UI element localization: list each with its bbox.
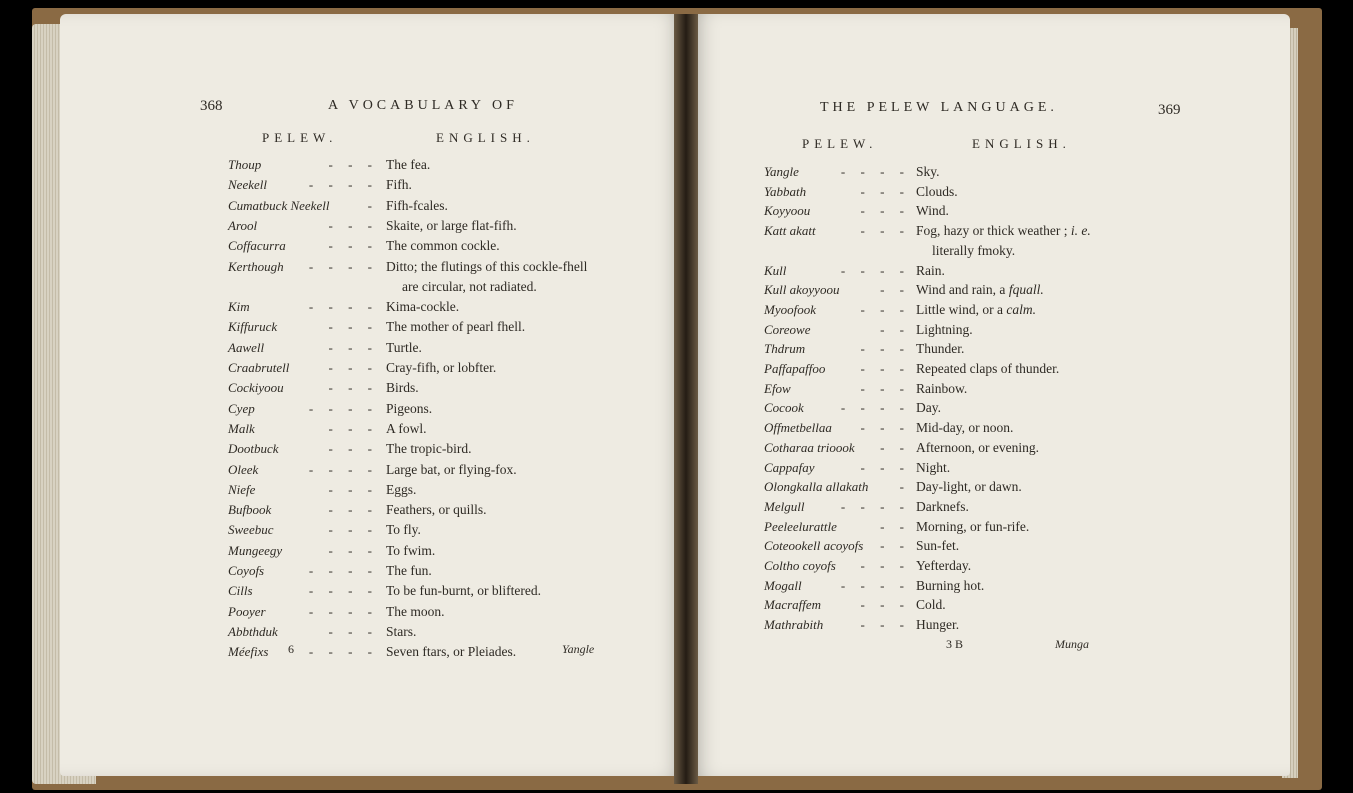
right-running-head: THE PELEW LANGUAGE.: [820, 100, 1058, 115]
leader-dashes: - - -: [860, 597, 910, 613]
english-text: To fwim.: [386, 542, 436, 558]
left-col-english: ENGLISH.: [436, 130, 535, 145]
left-page-number: 368: [200, 98, 223, 114]
english-translation: [932, 243, 1015, 259]
english-text: Rainbow.: [916, 380, 968, 396]
english-text: The moon.: [386, 603, 445, 619]
english-text: Cray-fifh, or lobfter.: [386, 360, 497, 375]
leader-dashes: - - -: [860, 558, 910, 573]
english-text: Stars.: [386, 623, 417, 639]
pelew-word: Macraffem: [764, 597, 822, 613]
leader-dashes: - - - -: [308, 258, 378, 274]
english-text: Lightning.: [916, 321, 973, 337]
leader-dashes: - - - -: [308, 461, 378, 477]
leader-dashes: - - -: [328, 157, 378, 172]
english-text: Fifh.: [386, 177, 412, 193]
leader-dashes: - - - -: [840, 262, 910, 278]
english-translation: [916, 263, 945, 279]
english-translation: [386, 543, 435, 559]
pelew-word: Malk: [228, 420, 255, 436]
leader-dashes: - -: [880, 439, 910, 455]
english-translation: [916, 519, 1029, 535]
english-translation: [386, 522, 421, 538]
leader-dashes: - - -: [328, 360, 378, 375]
english-translation: [916, 617, 959, 633]
english-italic: i. e.: [1070, 223, 1091, 239]
leader-dashes: -: [899, 479, 910, 495]
leader-dashes: - - - -: [840, 577, 910, 593]
english-text: The mother of pearl fhell.: [386, 319, 526, 335]
english-text: To fly.: [386, 522, 421, 538]
pelew-word: Cocook: [764, 400, 804, 416]
leader-dashes: - - -: [328, 217, 378, 233]
english-translation: [916, 164, 940, 180]
pelew-word: Abbthduk: [228, 623, 278, 639]
leader-dashes: - - - -: [840, 400, 910, 416]
english-translation: [916, 479, 1022, 495]
english-translation: [386, 299, 459, 315]
leader-dashes: - - -: [860, 617, 910, 633]
leader-dashes: - - -: [328, 522, 378, 538]
leader-dashes: - - -: [328, 542, 378, 558]
right-col-pelew: PELEW.: [802, 136, 878, 151]
pelew-word: Melgull: [764, 498, 805, 514]
pelew-word: Arool: [228, 217, 258, 233]
english-translation: [916, 578, 984, 594]
english-text: The common cockle.: [386, 238, 500, 254]
english-translation: [386, 198, 448, 214]
pelew-word: Cills: [228, 583, 253, 599]
leader-dashes: - - -: [860, 420, 910, 436]
leader-dashes: - - -: [860, 301, 910, 317]
english-translation: [386, 259, 587, 275]
pelew-word: Yabbath: [764, 183, 807, 199]
leader-dashes: - -: [880, 538, 910, 554]
english-text: Day-light, or dawn.: [916, 479, 1022, 495]
english-translation: [916, 400, 941, 416]
english-text: Little wind, or a: [916, 301, 1003, 317]
pelew-word: Thdrum: [764, 341, 806, 357]
leader-dashes: - - -: [860, 223, 910, 239]
pelew-word: Koyyoou: [764, 203, 811, 219]
english-text: The tropic-bird.: [386, 441, 472, 457]
pelew-word: Cockiyoou: [228, 380, 284, 396]
english-translation: [916, 597, 946, 613]
leader-dashes: - - -: [860, 380, 910, 396]
english-text: Wind and rain, a: [916, 282, 1006, 298]
english-translation: [386, 644, 516, 660]
leader-dashes: - - -: [860, 341, 910, 357]
english-text: Day.: [916, 400, 941, 416]
leader-dashes: - - - -: [308, 644, 378, 660]
pelew-word: Mogall: [764, 577, 802, 593]
english-text: Sun-fet.: [916, 538, 960, 554]
english-text: Repeated claps of thunder.: [916, 361, 1060, 376]
english-text: Turtle.: [386, 339, 422, 355]
english-text: are circular, not radiated.: [402, 278, 537, 294]
pelew-word: Paffapaffoo: [764, 361, 826, 376]
pelew-word: Coffacurra: [228, 238, 286, 254]
pelew-word: Coyofs: [228, 563, 265, 578]
english-translation: [916, 381, 967, 397]
english-translation: [916, 223, 1091, 239]
pelew-word: Cotharaa trioook: [764, 439, 855, 455]
leader-dashes: - - - -: [308, 299, 378, 315]
leader-dashes: - - -: [860, 361, 910, 376]
english-text: Yefterday.: [916, 558, 972, 573]
english-translation: [386, 421, 427, 437]
english-translation: [916, 282, 1044, 298]
english-translation: [916, 420, 1013, 436]
english-text: literally fmoky.: [932, 242, 1016, 258]
pelew-word: Neekell: [228, 177, 267, 193]
left-running-head: A VOCABULARY OF: [328, 98, 518, 113]
english-translation: [386, 462, 517, 478]
english-translation: [916, 361, 1059, 377]
english-text: Hunger.: [916, 617, 960, 633]
pelew-word: Myoofook: [764, 301, 816, 317]
english-translation: [386, 624, 416, 640]
english-text: Burning hot.: [916, 577, 985, 593]
english-translation: [386, 482, 416, 498]
pelew-word: Niefe: [228, 481, 256, 497]
left-catchword: Yangle: [562, 642, 595, 656]
english-translation: [916, 440, 1039, 456]
pelew-word: Katt akatt: [764, 223, 816, 239]
left-col-pelew: PELEW.: [262, 130, 338, 145]
english-translation: [386, 238, 500, 254]
english-translation: [386, 380, 419, 396]
english-translation: [916, 538, 959, 554]
leader-dashes: - - -: [328, 481, 378, 497]
leader-dashes: - - -: [328, 420, 378, 436]
pelew-word: Kerthough: [228, 258, 284, 274]
english-text: Fog, hazy or thick weather ;: [916, 223, 1068, 239]
english-text: Fifh-fcales.: [386, 197, 448, 213]
pelew-word: Coteookell acoyofs: [764, 538, 864, 554]
english-text: Ditto; the flutings of this cockle-fhell: [386, 258, 588, 274]
leader-dashes: - - -: [328, 380, 378, 396]
leader-dashes: - - - -: [840, 164, 910, 179]
english-translation: [386, 401, 432, 417]
english-text: Seven ftars, or Pleiades.: [386, 644, 517, 660]
english-translation: [916, 322, 973, 338]
pelew-word: Craabrutell: [228, 360, 290, 375]
english-text: Darknefs.: [916, 498, 969, 514]
pelew-word: Kim: [228, 299, 250, 315]
leader-dashes: - - - -: [308, 563, 378, 578]
leader-dashes: -: [367, 197, 378, 213]
pelew-word: Cyep: [228, 400, 255, 416]
leader-dashes: - - -: [328, 339, 378, 355]
pelew-word: Pooyer: [228, 603, 266, 619]
english-translation: [386, 218, 517, 234]
pelew-word: Efow: [764, 380, 791, 396]
english-translation: [386, 177, 412, 193]
english-text: The fea.: [386, 157, 431, 172]
english-text: Eggs.: [386, 481, 417, 497]
english-text: Wind.: [916, 203, 949, 219]
english-italic: fquall.: [1008, 282, 1044, 298]
pelew-word: Kull akoyyoou: [764, 282, 840, 298]
english-translation: [916, 460, 950, 476]
english-text: Pigeons.: [386, 400, 433, 416]
english-text: Feathers, or quills.: [386, 502, 487, 518]
leader-dashes: - - -: [328, 238, 378, 254]
english-text: To be fun-burnt, or bliftered.: [386, 583, 542, 599]
english-translation: [916, 558, 971, 574]
english-text: Thunder.: [916, 341, 965, 357]
pelew-word: Kull: [764, 262, 787, 278]
english-translation: [386, 604, 445, 620]
english-text: Skaite, or large flat-fifh.: [386, 217, 517, 233]
english-translation: [386, 157, 430, 173]
english-text: A fowl.: [386, 420, 427, 436]
leader-dashes: - - - -: [840, 498, 910, 514]
pelew-word: Peeleelurattle: [764, 518, 837, 534]
english-translation: [916, 203, 949, 219]
english-text: Sky.: [916, 164, 940, 179]
english-translation: [386, 360, 496, 376]
right-col-english: ENGLISH.: [972, 136, 1071, 151]
english-translation: [386, 583, 541, 599]
english-translation: [386, 340, 422, 356]
leader-dashes: - - -: [328, 319, 378, 335]
leader-dashes: - -: [880, 518, 910, 534]
english-translation: [916, 302, 1036, 318]
english-text: Birds.: [386, 380, 419, 396]
leader-dashes: - - -: [328, 623, 378, 639]
pelew-word: Cappafay: [764, 459, 815, 475]
english-text: Cold.: [916, 597, 946, 613]
pelew-word: Kiffuruck: [228, 319, 278, 335]
leader-dashes: - - -: [328, 441, 378, 457]
leader-dashes: - - - -: [308, 583, 378, 599]
english-translation: [386, 502, 487, 518]
leader-dashes: - - - -: [308, 400, 378, 416]
leader-dashes: - - -: [328, 502, 378, 518]
right-page-number: 369: [1158, 102, 1181, 118]
pelew-word: Mungeegy: [228, 542, 283, 558]
leader-dashes: - - -: [860, 183, 910, 199]
right-signature: 3 B: [946, 637, 964, 651]
english-text: Afternoon, or evening.: [916, 439, 1039, 455]
pelew-word: Oleek: [228, 461, 259, 477]
pelew-word: Sweebuc: [228, 522, 274, 538]
english-translation: [386, 319, 525, 335]
english-text: Large bat, or flying-fox.: [386, 461, 517, 477]
pelew-word: Bufbook: [228, 502, 272, 518]
pelew-word: Méefixs: [228, 644, 269, 660]
pelew-word: Coltho coyofs: [764, 558, 836, 573]
english-translation: [386, 563, 432, 579]
english-translation: [916, 184, 958, 200]
english-translation: [916, 499, 969, 515]
leader-dashes: - -: [880, 282, 910, 298]
pelew-word: Offmetbellaa: [764, 420, 832, 436]
english-italic: calm.: [1006, 301, 1036, 317]
english-text: Morning, or fun-rife.: [916, 518, 1030, 534]
english-translation: [916, 341, 964, 357]
english-text: Kima-cockle.: [386, 299, 460, 315]
pelew-word: Olongkalla allakath: [764, 479, 869, 495]
right-catchword: Munga: [1055, 637, 1089, 651]
pelew-word: Thoup: [228, 157, 262, 172]
english-translation: [386, 441, 471, 457]
leader-dashes: - - - -: [308, 177, 378, 193]
pelew-word: Yangle: [764, 164, 799, 179]
english-text: Rain.: [916, 262, 945, 278]
english-translation: [402, 279, 537, 295]
pelew-word: Cumatbuck Neekell: [228, 197, 330, 213]
pelew-word: Aawell: [228, 339, 265, 355]
english-text: Clouds.: [916, 183, 958, 199]
english-text: The fun.: [386, 563, 432, 578]
leader-dashes: - -: [880, 321, 910, 337]
pelew-word: Coreowe: [764, 321, 811, 337]
pelew-word: Mathrabith: [764, 617, 824, 633]
leader-dashes: - - -: [860, 203, 910, 219]
left-signature: 6: [288, 642, 294, 656]
english-text: Night.: [916, 459, 951, 475]
leader-dashes: - - - -: [308, 603, 378, 619]
english-text: Mid-day, or noon.: [916, 420, 1014, 436]
leader-dashes: - - -: [860, 459, 910, 475]
pelew-word: Dootbuck: [228, 441, 279, 457]
book-spine: [674, 14, 698, 784]
